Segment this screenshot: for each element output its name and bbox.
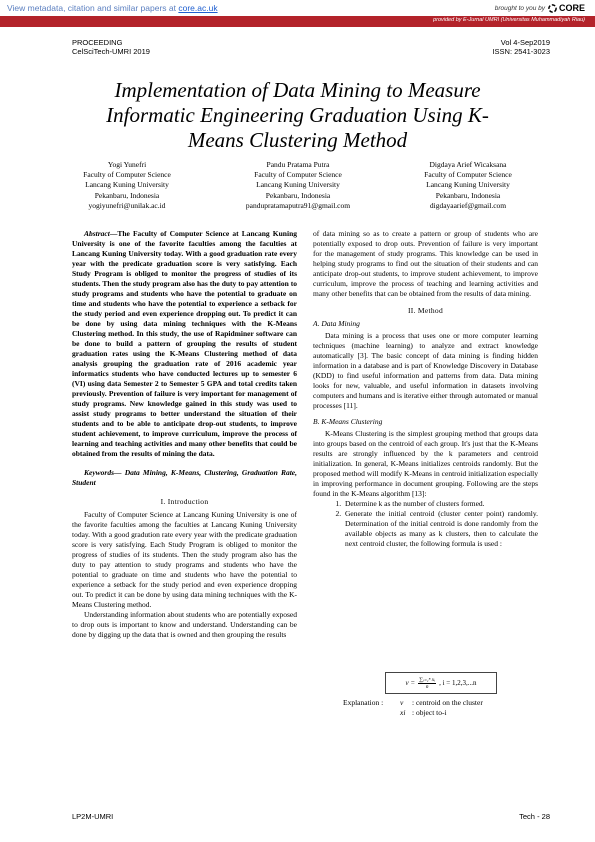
author-block-2 (223, 160, 373, 211)
subsection-data-mining: A. Data Mining (313, 319, 360, 328)
volume-label: Vol 4-Sep2019 (500, 38, 550, 47)
formula-numerator: ∑ᵢ₌₁ⁿ xᵢ (419, 676, 436, 683)
author-block-3 (393, 160, 543, 211)
header-right (450, 38, 550, 56)
author-name: Pandu Pratama Putra (266, 160, 330, 169)
author-block-1 (52, 160, 202, 211)
explanation (343, 698, 538, 718)
footer-right: Tech - 28 (519, 812, 550, 821)
author-email: digdayaarief@gmail.com (429, 200, 507, 210)
proceeding-label: PROCEEDING (72, 38, 123, 47)
author-city: Pekanbaru, Indonesia (265, 190, 331, 200)
core-link[interactable]: core.ac.uk (178, 3, 218, 13)
centroid-formula (385, 672, 497, 694)
banner-left (7, 3, 218, 13)
keywords: Keywords— Data Mining, K-Means, Clustering, Graduation Rate, Student (72, 468, 297, 487)
author-university: Lancang Kuning University (426, 180, 510, 190)
kmeans-paragraph: K-Means Clustering is the simplest grouping method that groups data into groups based on the centroid of each group. It's just that the K-Means results are strongly influenced by the k parameters and centroid initialization. In general, K-Means initializes centroids randomly. But the proposed method will modify K-Means in centroid initialization especially in improving performance in document grouping. Following are the steps found in the K-Means algorithm [13]: (313, 429, 538, 498)
intro-paragraph-2: Understanding information about students who are potentially exposed to drop outs is important to know and understand. Understanding can be done by digging up the data that is owned and then grouping the results (72, 610, 297, 639)
provider-text: provided by E-Jurnal UMRI (Universitas Muhammadiyah Riau) (433, 17, 585, 23)
brought-by-text: brought to you by (494, 4, 545, 12)
author-faculty: Faculty of Computer Science (424, 170, 512, 180)
data-mining-paragraph: Data mining is a process that uses one or more computer learning techniques (machine learning) to analyze and extract knowledge automatically [3]. The basic concept of data mining is finding hidden information in a database and is part of Knowledge Discovery in Database (KDD) to find useful information and patterns from data. Data mining looks for new, valuable, and useful information in datasets involving computers and humans and is iterative either through automated or manual processes [11]. (313, 331, 538, 410)
author-university: Lancang Kuning University (85, 180, 169, 190)
core-label: CORE (558, 3, 585, 13)
list-item: 2. Generate the initial centroid (cluster center point) randomly. Determination of the initial centroid is done randomly from the available objects as many as k clusters, then to calculate the next centroid cluster, the following formula is used : (343, 509, 538, 549)
author-university: Lancang Kuning University (256, 180, 340, 190)
intro-paragraph-continued: of data mining so as to create a pattern or group of students who are potentially exposed to drop outs. Prevention of failure is very important for the management of study programs. This knowledge can be used in helping study programs to find out the situation of their students and can anticipate drop-out students, to improve student achievement, to improve curriculum, improve the process of teaching and learning activities and many other benefits that can be obtained from the results of data mining. (313, 229, 538, 298)
author-email: yogiyunefri@unilak.ac.id (88, 200, 166, 210)
core-logo-icon (548, 4, 557, 13)
author-faculty: Faculty of Computer Science (254, 170, 342, 180)
left-column (72, 229, 297, 640)
author-city: Pekanbaru, Indonesia (435, 190, 501, 200)
formula-fraction (418, 677, 436, 690)
explanation-symbol: xi (400, 708, 406, 717)
right-column (313, 229, 538, 549)
explanation-desc: : object to-i (412, 708, 447, 717)
author-name: Digdaya Arief Wicaksana (429, 160, 507, 169)
abstract (72, 229, 297, 459)
banner-right (495, 3, 585, 13)
top-banner (0, 0, 595, 16)
paper-title: Implementation of Data Mining to Measure Informatic Engineering Graduation Using K-Means Clustering Method (106, 78, 489, 152)
footer-left: LP2M-UMRI (72, 812, 114, 821)
conference-label: CelSciTech-UMRI 2019 (72, 47, 150, 56)
formula-lhs: v = (405, 679, 416, 687)
explanation-label: Explanation : (343, 698, 384, 707)
abstract-label: Abstract (84, 229, 110, 238)
author-name: Yogi Yunefri (107, 160, 147, 169)
issn-label: ISSN: 2541-3023 (492, 47, 550, 56)
intro-paragraph-1: Faculty of Computer Science at Lancang Kuning University is one of the favorite faculties among the faculties at Lancang Kuning University today. With a good gradution rate every year with the predicate graduation score is very satisfying. Each Study Program is obliged to monitor the progress of studies of its students. Then the study program also has the duty to pay attention to study programs and students who have the potential to graduate on time and students who have the potential to experience a setback for the study period and even experience dropping out. To predict it can be done by using data mining techniques with the K-Means Clustering method. (72, 510, 297, 609)
banner-text: View metadata, citation and similar papers at (7, 3, 176, 13)
section-heading-method: II. Method (407, 306, 444, 315)
explanation-desc: : centroid on the cluster (412, 698, 483, 707)
abstract-text: —The Faculty of Computer Science at Lancang Kuning University is one of the favorite faculties among the faculties at Lancang Kuning University today. With a good graduation rate every year with the predicate graduation score is very satisfying. Each Study Program is obliged to monitor the progress of studies of its students. Then the study program also has the duty to pay attention to study programs and students who have the potential to graduate on time and students who have the potential to experience a setback for the study period and even experience dropping out. To predict it can be done by using data mining techniques with the K-Means Clustering method. In this study, the use of Rapidminer software can be done to build a pattern of grouping the results of student graduation rates using the K-Means Clustering method of data analysis grouping the graduation rate of 2016 academic year informatics students who have conducted lectures up to semester 6 (VI) using data Semester 2 to Semester 5 GPA and total credits taken previously. Prevention of failure is very important for management of study programs. New knowledge gained in this study was used to assist study programs to better understand the situation of their students and to be able to anticipate drop-out students, to improve student achievement, to improve curriculum, improve the process of learning and teaching activities and many other benefits that could be obtained from the results of mining the data. (72, 229, 297, 458)
core-logo[interactable] (548, 3, 585, 13)
author-city: Pekanbaru, Indonesia (94, 190, 160, 200)
formula-rhs: , i = 1,2,3,...n (439, 679, 477, 687)
formula-denominator: n (425, 683, 429, 690)
section-heading-intro: I. Introduction (160, 497, 209, 506)
provider-bar (0, 16, 595, 27)
list-item: 1. Determine k as the number of clusters formed. (343, 499, 538, 509)
kmeans-steps (313, 499, 538, 549)
header-left (72, 38, 150, 56)
explanation-symbol: v (400, 698, 404, 707)
author-faculty: Faculty of Computer Science (83, 170, 171, 180)
author-email: pandupratamaputra91@gmail.com (245, 200, 351, 210)
subsection-kmeans: B. K-Means Clustering (313, 417, 383, 426)
